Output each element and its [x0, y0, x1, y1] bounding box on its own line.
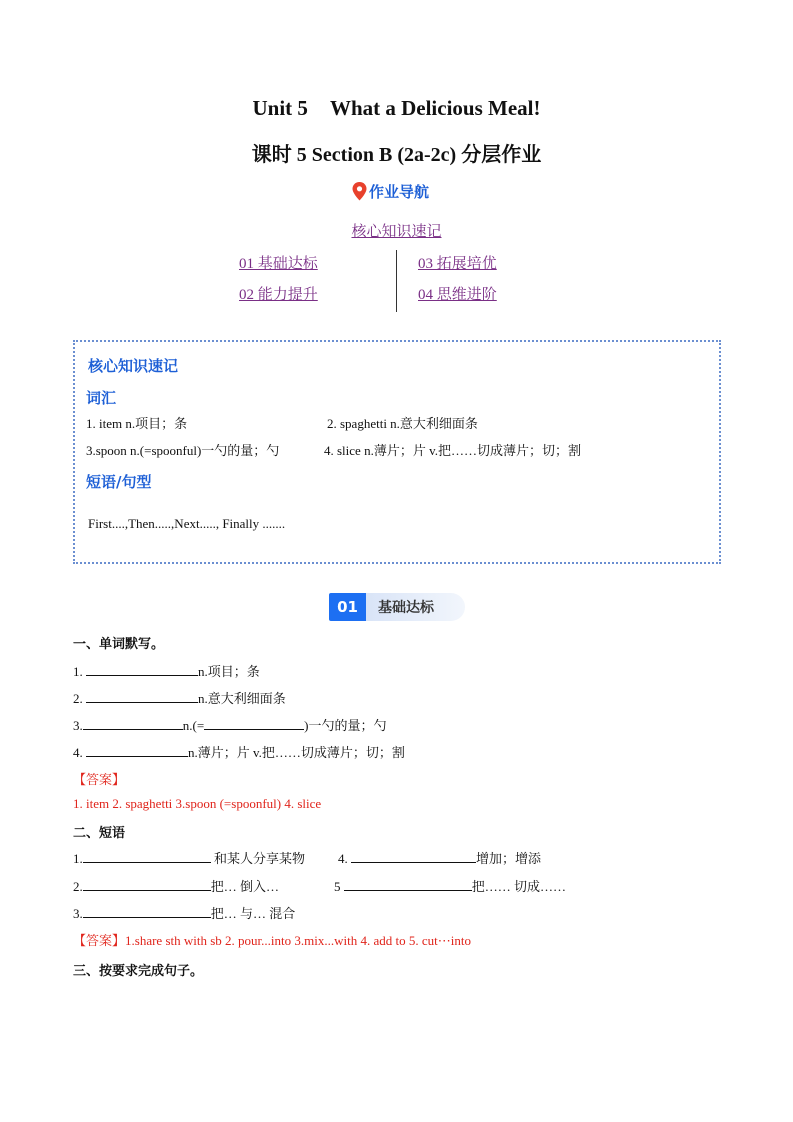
answer-blank[interactable]: [86, 662, 198, 676]
part2-row-3-left: [73, 903, 295, 922]
item-text: n.项目；条: [198, 664, 260, 679]
item-number: 1.: [73, 664, 86, 679]
item-text: 把… 与… 混合: [210, 906, 296, 921]
part1-item-4: [73, 742, 405, 761]
knowledge-title: 核心知识速记: [88, 357, 179, 375]
part1-answer-label: 【答案】: [73, 772, 126, 787]
part1-item-2: [73, 688, 286, 707]
nav-core-knowledge-link[interactable]: 核心知识速记: [351, 224, 442, 240]
item-number: 2.: [73, 691, 86, 706]
vocab-item-2: 2. spaghetti n.意大利细面条: [327, 416, 478, 431]
section-badge-number: 01: [329, 593, 366, 621]
phrase-text: First....,Then.....,Next....., Finally .......: [88, 516, 286, 531]
nav-link-02[interactable]: 02 能力提升: [239, 287, 318, 303]
nav-link-01[interactable]: 01 基础达标: [239, 256, 318, 272]
part2-heading: 二、短语: [73, 826, 126, 841]
unit-title: What a Delicious Meal!: [329, 96, 541, 120]
part1-item-3: [73, 715, 387, 734]
answer-blank[interactable]: [344, 877, 472, 891]
nav-heading-label: 作业导航: [369, 183, 430, 201]
location-pin-icon: [352, 182, 367, 201]
item-number: 4.: [338, 851, 351, 866]
answer-blank[interactable]: [204, 716, 304, 730]
vocab-item-1: 1. item n.项目；条: [86, 416, 188, 431]
answer-blank[interactable]: [351, 849, 476, 863]
item-number: 4.: [73, 745, 86, 760]
part2-row-2-right: [334, 876, 566, 895]
item-text: )一勺的量；勺: [304, 718, 387, 733]
part2-row-1-right: [338, 848, 541, 867]
item-text: n.薄片；片 v.把……切成薄片；切；割: [188, 745, 405, 760]
unit-label: Unit 5: [252, 96, 308, 120]
part3-heading: 三、按要求完成句子。: [73, 964, 204, 979]
answer-label: 【答案】: [73, 933, 126, 948]
vocab-heading: 词汇: [86, 389, 117, 407]
vocab-item-3: 3.spoon n.(=spoonful)一勺的量；勺: [86, 443, 280, 458]
item-text: n.(=: [182, 718, 205, 733]
answer-blank[interactable]: [83, 716, 183, 730]
nav-link-03[interactable]: 03 拓展培优: [418, 256, 497, 272]
answer-blank[interactable]: [86, 743, 188, 757]
answer-blank[interactable]: [83, 904, 211, 918]
item-text: 和某人分享某物: [210, 851, 306, 866]
section-badge-label: 基础达标: [366, 593, 465, 621]
nav-heading: [352, 181, 429, 202]
part2-row-2-left: [73, 876, 279, 895]
nav-core-link-wrap: [0, 220, 793, 241]
item-text: 把…… 切成……: [471, 879, 567, 894]
item-number: 1.: [73, 851, 83, 866]
item-text: 把… 倒入…: [210, 879, 280, 894]
item-text: 增加；增添: [476, 851, 542, 866]
phrase-heading: 短语/句型: [86, 473, 152, 491]
part1-answer: 1. item 2. spaghetti 3.spoon (=spoonful) 4. slice: [73, 796, 322, 811]
nav-divider: [396, 250, 397, 312]
nav-link-04[interactable]: 04 思维进阶: [418, 287, 497, 303]
answer-text: 1.share sth with sb 2. pour...into 3.mix...with 4. add to 5. cut⋯into: [125, 933, 471, 948]
part1-heading: 一、单词默写。: [73, 637, 165, 652]
item-number: 5: [334, 879, 344, 894]
section-badge: [329, 593, 465, 621]
item-number: 3.: [73, 906, 83, 921]
item-number: 2.: [73, 879, 83, 894]
part2-row-1-left: [73, 848, 305, 867]
vocab-item-4: 4. slice n.薄片；片 v.把……切成薄片；切；割: [324, 443, 581, 458]
answer-blank[interactable]: [83, 877, 211, 891]
part2-answer: [73, 930, 471, 949]
page-subtitle: 课时 5 Section B (2a-2c) 分层作业: [251, 144, 542, 166]
part1-item-1: [73, 661, 260, 680]
page-title: [0, 96, 793, 121]
answer-blank[interactable]: [83, 849, 211, 863]
answer-blank[interactable]: [86, 689, 198, 703]
item-text: n.意大利细面条: [198, 691, 286, 706]
item-number: 3.: [73, 718, 83, 733]
